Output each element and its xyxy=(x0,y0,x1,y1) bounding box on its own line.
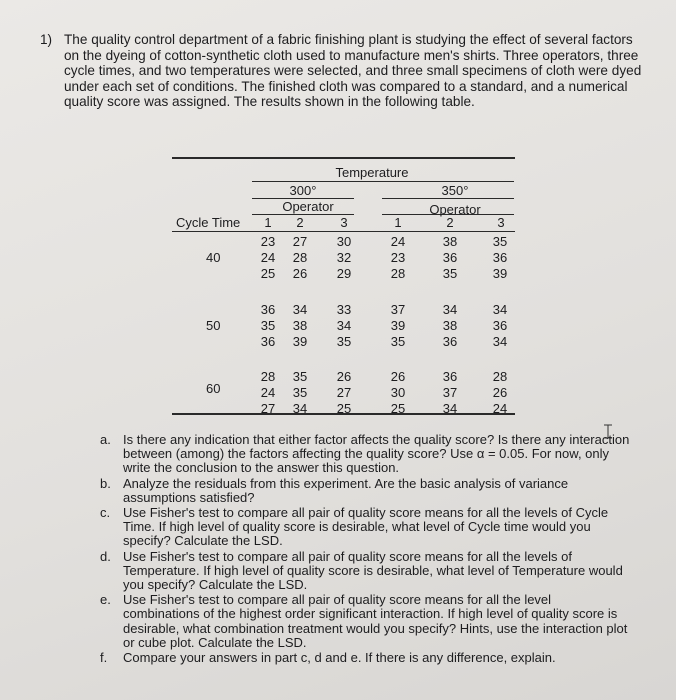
table-cell: 33 xyxy=(336,302,352,317)
table-cell: 35 xyxy=(292,385,308,400)
question-text: Is there any indication that either factor affects the quality score? Is there any interaction between (among) the factors affecting the quality score? Use α = 0.05. For now, only write the conclusion to the answer this question. xyxy=(123,432,630,476)
table-cell: 39 xyxy=(390,318,406,333)
table-cell: 38 xyxy=(442,234,458,249)
table-cell: 34 xyxy=(292,401,308,416)
table-cell: 25 xyxy=(390,401,406,416)
operator-350-3: 3 xyxy=(497,215,505,230)
problem-number: 1) xyxy=(40,32,53,47)
cycle-time-50: 50 xyxy=(206,318,221,333)
problem-text: The quality control department of a fabric finishing plant is studying the effect of several factors on the dyeing of cotton-synthetic cloth used to manufacture men's shirts. Three operators, three cycle times, and two temperatures were selected, and three small specimens of cloth were dyed under each set of conditions. The finished cloth was compared to a standard, and a numerical quality score was assigned. The results shown in the following table. xyxy=(64,32,642,110)
operator-300-1: 1 xyxy=(264,215,272,230)
table-cell: 30 xyxy=(336,234,352,249)
table-cell: 29 xyxy=(336,266,352,281)
table-cell: 35 xyxy=(260,318,276,333)
table-cell: 26 xyxy=(390,369,406,384)
question-label: b. xyxy=(100,475,111,491)
table-cell: 26 xyxy=(292,266,308,281)
question-text: Analyze the residuals from this experiment. Are the basic analysis of variance assumptions satisfied? xyxy=(123,475,569,505)
table-cell: 27 xyxy=(336,385,352,400)
table-cell: 25 xyxy=(260,266,276,281)
table-cell: 39 xyxy=(492,266,508,281)
table-cell: 24 xyxy=(260,250,276,265)
table-cell: 37 xyxy=(442,385,458,400)
table-cell: 34 xyxy=(292,302,308,317)
question-list xyxy=(100,433,630,666)
table-cell: 35 xyxy=(292,369,308,384)
table-cell: 36 xyxy=(260,302,276,317)
question-text: Use Fisher's test to compare all pair of quality score means for all the levels of Temperature. If high level of quality score is desirable, what level of Temperature would you specify? Calculate the LSD. xyxy=(123,548,623,593)
table-top-rule xyxy=(172,157,515,159)
question-text: Use Fisher's test to compare all pair of quality score means for all the levels of Cycle Time. If high level of quality score is desirable, what level of Cycle time would you specify? Calculate the LSD. xyxy=(123,505,609,549)
operator-350-1: 1 xyxy=(394,215,402,230)
table-cell: 36 xyxy=(442,369,458,384)
question-c xyxy=(100,506,630,549)
question-text: Use Fisher's test to compare all pair of quality score means for all the level combinations of the highest order significant interaction. If high level of quality score is desirable, what combination treatment would you specify? Hints, use the interaction plot or cube plot. Calculate the LSD. xyxy=(123,592,628,650)
operator-300-3: 3 xyxy=(340,215,348,230)
table-cell: 36 xyxy=(260,334,276,349)
question-label: e. xyxy=(100,592,111,608)
table-cell: 37 xyxy=(390,302,406,317)
temp-350-label: 350° xyxy=(441,183,469,198)
question-label: c. xyxy=(100,505,111,521)
table-cell: 35 xyxy=(442,266,458,281)
cycle-time-60: 60 xyxy=(206,381,221,396)
table-cell: 26 xyxy=(492,385,508,400)
table-cell: 24 xyxy=(390,234,406,249)
table-cell: 34 xyxy=(336,318,352,333)
table-cell: 34 xyxy=(492,334,508,349)
table-cell: 26 xyxy=(336,369,352,384)
table-cell: 35 xyxy=(492,234,508,249)
table-cell: 30 xyxy=(390,385,406,400)
table-cell: 28 xyxy=(260,369,276,384)
cycle-time-40: 40 xyxy=(206,250,221,265)
temp-300-label: 300° xyxy=(289,183,317,198)
table-cell: 34 xyxy=(442,302,458,317)
question-a xyxy=(100,433,630,476)
table-cell: 28 xyxy=(292,250,308,265)
table-cell: 34 xyxy=(442,401,458,416)
table-cell: 23 xyxy=(390,250,406,265)
text-cursor-icon xyxy=(603,424,613,439)
table-cell: 23 xyxy=(260,234,276,249)
temperature-rule xyxy=(252,181,514,182)
table-cell: 24 xyxy=(492,401,508,416)
table-cell: 27 xyxy=(260,401,276,416)
cycle-time-label: Cycle Time xyxy=(176,215,241,230)
table-cell: 25 xyxy=(336,401,352,416)
temp350-rule xyxy=(382,198,514,199)
question-text: Compare your answers in part c, d and e. If there is any difference, explain. xyxy=(123,650,556,666)
question-label: a. xyxy=(100,432,111,447)
question-e xyxy=(100,593,630,650)
operator-label-350: Operator xyxy=(429,202,481,217)
table-cell: 36 xyxy=(492,250,508,265)
question-label: f. xyxy=(100,650,108,666)
table-cell: 36 xyxy=(442,334,458,349)
question-label: d. xyxy=(100,548,111,564)
table-cell: 39 xyxy=(292,334,308,349)
question-f xyxy=(100,651,630,665)
temperature-header: Temperature xyxy=(335,165,409,180)
table-cell: 38 xyxy=(442,318,458,333)
operator-label-300: Operator xyxy=(282,199,334,214)
problem-statement xyxy=(40,32,650,110)
operator-300-2: 2 xyxy=(296,215,304,230)
question-d xyxy=(100,550,630,593)
table-cell: 36 xyxy=(442,250,458,265)
operator-350-2: 2 xyxy=(446,215,454,230)
header-bottom-rule xyxy=(172,231,515,232)
table-cell: 32 xyxy=(336,250,352,265)
table-cell: 28 xyxy=(492,369,508,384)
table-cell: 35 xyxy=(390,334,406,349)
table-cell: 27 xyxy=(292,234,308,249)
table-cell: 36 xyxy=(492,318,508,333)
table-cell: 24 xyxy=(260,385,276,400)
table-cell: 28 xyxy=(390,266,406,281)
table-cell: 38 xyxy=(292,318,308,333)
table-cell: 35 xyxy=(336,334,352,349)
question-b xyxy=(100,477,630,505)
table-cell: 34 xyxy=(492,302,508,317)
